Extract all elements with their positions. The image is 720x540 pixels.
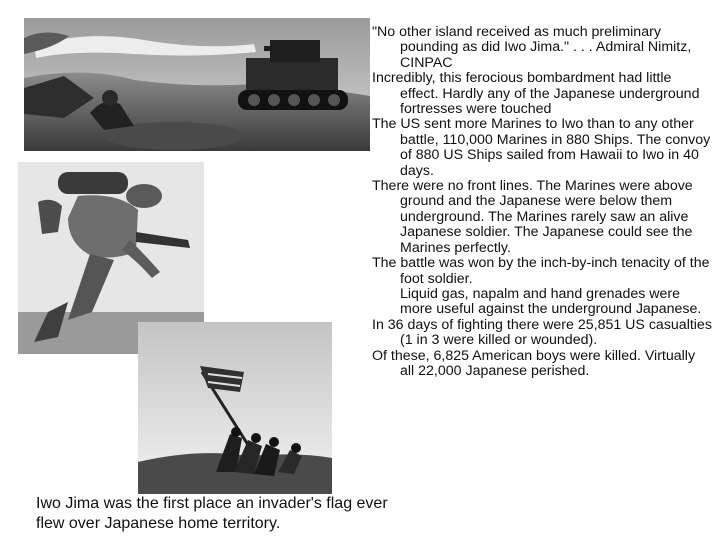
paragraph-nimitz-quote: "No other island received as much preliminary pounding as did Iwo Jima." . . . Admiral Nimitz, CINPAC bbox=[372, 24, 692, 71]
flag-raising-photo bbox=[138, 322, 332, 494]
paragraph-killed: Of these, 6,825 American boys were killed. Virtually all 22,000 Japanese perished. bbox=[372, 347, 696, 379]
paragraph-foot-soldier: The battle was won by the inch-by-inch tenacity of the foot soldier. bbox=[372, 255, 710, 287]
paragraph-marines-count: The US sent more Marines to Iwo than to any other battle, 110,000 Marines in 880 Ships. The convoy of 880 US Ships sailed from Hawaii to Iwo in 40 days. bbox=[372, 116, 711, 179]
paragraph-weapons: Liquid gas, napalm and hand grenades were more useful against the underground Japanese. bbox=[400, 285, 702, 318]
paragraph-no-front-lines: There were no front lines. The Marines were above ground and the Japanese were below them underground. The Marines rarely saw an alive Japanese soldier. The Japanese could see the Marines perfectly. bbox=[372, 178, 693, 256]
tank-flamethrower-photo bbox=[24, 18, 370, 151]
slide-body-text bbox=[372, 25, 712, 379]
paragraph-casualties: In 36 days of fighting there were 25,851 US casualties (1 in 3 were killed or wounded). bbox=[372, 316, 712, 349]
flag-caption: Iwo Jima was the first place an invader's flag ever flew over Japanese home territory. bbox=[36, 495, 388, 532]
paragraph-bombardment: Incredibly, this ferocious bombardment had little effect. Hardly any of the Japanese underground fortresses were touched bbox=[372, 70, 700, 118]
